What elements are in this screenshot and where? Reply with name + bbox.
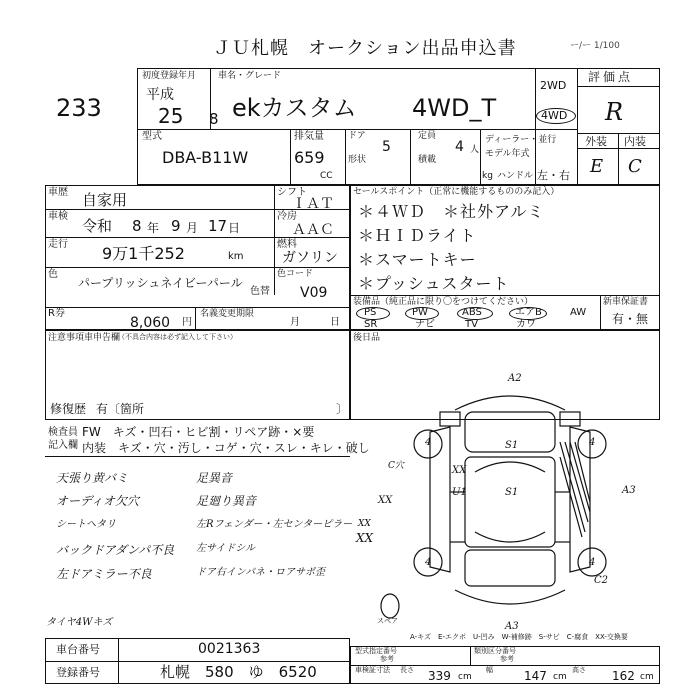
new-warranty-value: 有・無 xyxy=(612,312,649,326)
inspector-label-2: 記入欄 xyxy=(48,440,78,451)
repair-label: 修復歴 xyxy=(50,402,87,416)
car-damage-diagram xyxy=(370,372,660,634)
rear-label: 後日品 xyxy=(353,333,381,343)
first-reg-month: 8 xyxy=(209,110,219,128)
hand-note-6: タイヤ4Wキズ xyxy=(46,617,113,628)
handle-label: ハンドル xyxy=(497,171,534,181)
spare-label: スペア xyxy=(377,617,398,625)
mileage-unit: km xyxy=(228,251,244,262)
sales-point-2: ＊ＨＩＤライト xyxy=(358,226,477,245)
sales-points-label: セールスポイント（正常に機能するもののみ記入） xyxy=(353,187,560,197)
first-reg-year: 25 xyxy=(158,104,184,128)
form-title: ＪＵ札幌 オークション出品申込書 xyxy=(213,38,517,59)
diag-label-s1-mid: S1 xyxy=(505,487,519,498)
lot-number: 233 xyxy=(56,94,102,122)
inspector-label-1: 検査員 xyxy=(48,427,78,438)
diag-label-xx1: XX xyxy=(452,465,467,476)
color-label: 色 xyxy=(48,269,58,280)
sales-point-4: ＊プッシュスタート xyxy=(358,274,510,293)
diag-label-c-hole: C穴 xyxy=(388,461,404,471)
capacity-value: 4 xyxy=(455,139,464,155)
hand-note-3: シートヘタリ xyxy=(56,519,116,530)
hand-note-r2: 足廻り異音 xyxy=(196,494,257,508)
history-value: 自家用 xyxy=(82,191,128,209)
reg-number-label: 登録番号 xyxy=(56,666,100,679)
drive-2wd: 2WD xyxy=(540,79,567,92)
model-year-label: モデル年式 xyxy=(485,149,530,159)
model-label: 型式 xyxy=(142,131,162,142)
diag-label-xx2: XX xyxy=(378,495,393,506)
shift-value: ＩＡＴ xyxy=(292,196,334,212)
history-label: 車歴 xyxy=(48,187,68,198)
score-value: R xyxy=(605,98,624,126)
doors-label: ドア xyxy=(348,131,366,141)
inspector-line-2: 内装 キズ・穴・汚し・コゲ・穴・スレ・キレ・破し xyxy=(82,441,370,455)
ac-label: 冷房 xyxy=(277,211,297,222)
equip-ps: PS xyxy=(364,307,377,318)
model-value: DBA-B11W xyxy=(162,148,249,167)
exterior-label: 外装 xyxy=(585,135,607,148)
width-value: 147 xyxy=(524,669,547,683)
fuel-label: 燃料 xyxy=(277,239,297,250)
handle-value: 左・右 xyxy=(537,169,570,182)
recycle-value: 8,060 xyxy=(130,315,171,331)
diag-label-a2: A2 xyxy=(508,373,522,384)
capacity-unit: 人 xyxy=(470,145,480,155)
exterior-score: E xyxy=(590,156,604,177)
hand-note-2: オーディオ欠穴 xyxy=(56,494,140,508)
reg-number-value: 札幌 580 ゆ 6520 xyxy=(160,663,317,681)
sales-point-3: ＊スマートキー xyxy=(358,250,477,269)
equip-abs: ABS xyxy=(462,307,482,318)
inspection-era: 令和 xyxy=(82,217,113,235)
first-reg-era: 平成 xyxy=(146,87,174,103)
hand-note-xx: XX xyxy=(356,531,374,545)
first-reg-label: 初度登録年月 xyxy=(142,71,197,81)
mileage-label: 走行 xyxy=(48,239,68,250)
car-name-value: ekカスタム xyxy=(232,94,357,122)
displacement-label: 排気量 xyxy=(294,131,324,142)
hand-note-r5: ドア右インパネ・ロアサポ歪 xyxy=(196,567,325,578)
equipment-label: 装備品（純正品に限り〇をつけてください） xyxy=(353,297,534,307)
new-warranty-label: 新車保証書 xyxy=(603,297,649,307)
diagram-legend: A-キズ E-エクボ U-凹み W-補修跡 S-サビ C-腐食 XX-交換要 xyxy=(410,633,628,641)
height-value: 162 xyxy=(612,669,635,683)
hand-note-1: 天張り黄バミ xyxy=(56,471,129,485)
equip-aw: AW xyxy=(570,307,587,318)
interior-score: C xyxy=(628,156,642,177)
car-grade: 4WD_T xyxy=(412,94,497,122)
notes-sub: （不具合内容は必ず記入して下さい） xyxy=(118,333,237,341)
equip-navi: ナビ xyxy=(415,319,435,330)
dealer-label: ディーラー・並行 xyxy=(485,135,557,145)
hand-note-5: 左ドアミラー不良 xyxy=(56,567,152,581)
car-number-value: 0021363 xyxy=(198,641,261,657)
doors-value: 5 xyxy=(382,139,391,155)
inspector-line-1: FW キズ・凹石・ヒビ割・リペア跡・×要 xyxy=(82,425,315,439)
name-change-label: 名義変更期限 xyxy=(200,309,255,319)
equip-pw: PW xyxy=(412,307,428,318)
shift-label: シフト xyxy=(277,187,307,198)
capacity-label: 定員 xyxy=(418,131,437,141)
recycle-unit: 円 xyxy=(182,317,192,328)
equip-leather: カワ xyxy=(516,319,536,330)
inspection-year: 8 xyxy=(132,217,142,235)
length-value: 339 xyxy=(428,669,451,683)
load-label: 積載 xyxy=(418,155,437,165)
repair-value: 有〔箇所 xyxy=(96,402,145,416)
interior-label: 内装 xyxy=(624,135,646,148)
equip-tv: TV xyxy=(465,319,478,330)
ac-value: ＡＡＣ xyxy=(292,222,334,238)
color-code-label: 色コード xyxy=(277,269,314,279)
mileage-value: 9万1千252 xyxy=(102,244,185,263)
shape-label: 形状 xyxy=(348,155,367,165)
inspection-month: 9 xyxy=(171,217,181,235)
load-unit: kg xyxy=(482,171,493,181)
hand-note-r3: 左Rフェンダー・左センターピラー xyxy=(196,519,353,530)
fuel-value: ガソリン xyxy=(282,250,338,266)
color-code-prefix: 色替 xyxy=(250,286,270,297)
equip-airbag: エアB xyxy=(515,307,542,318)
color-value: パープリッシュネイビーパール xyxy=(78,276,243,290)
score-label: 評価点 xyxy=(588,70,634,84)
hand-note-4: バックドアダンパ不良 xyxy=(56,543,175,557)
diag-label-s1-top: S1 xyxy=(505,440,519,451)
hand-note-r4: 左サイドシル xyxy=(196,543,256,554)
diag-label-a3-bottom: A3 xyxy=(505,621,519,632)
diag-label-a3-right: A3 xyxy=(622,485,636,496)
notes-box xyxy=(45,330,350,420)
car-name-label: 車名・グレード xyxy=(218,71,282,81)
hand-note-r1: 足異音 xyxy=(196,471,233,485)
displacement-unit: CC xyxy=(320,171,333,181)
drive-4wd: 4WD xyxy=(541,109,568,122)
color-code: V09 xyxy=(300,285,328,301)
equip-sr: SR xyxy=(364,319,378,330)
sales-point-1: ＊４ＷＤ ＊社外アルミ xyxy=(358,202,545,221)
displacement-value: 659 xyxy=(294,148,325,167)
diag-label-c2: C2 xyxy=(594,575,609,586)
corner-note: ー/ー 1/100 xyxy=(570,41,620,51)
recycle-label: R券 xyxy=(48,308,65,319)
inspection-day: 17 xyxy=(208,217,228,235)
diag-label-u1: U1 xyxy=(452,487,467,498)
inspection-label: 車検 xyxy=(48,211,68,222)
notes-label: 注意事項車申告欄 xyxy=(48,333,121,343)
car-number-label: 車台番号 xyxy=(56,643,100,656)
